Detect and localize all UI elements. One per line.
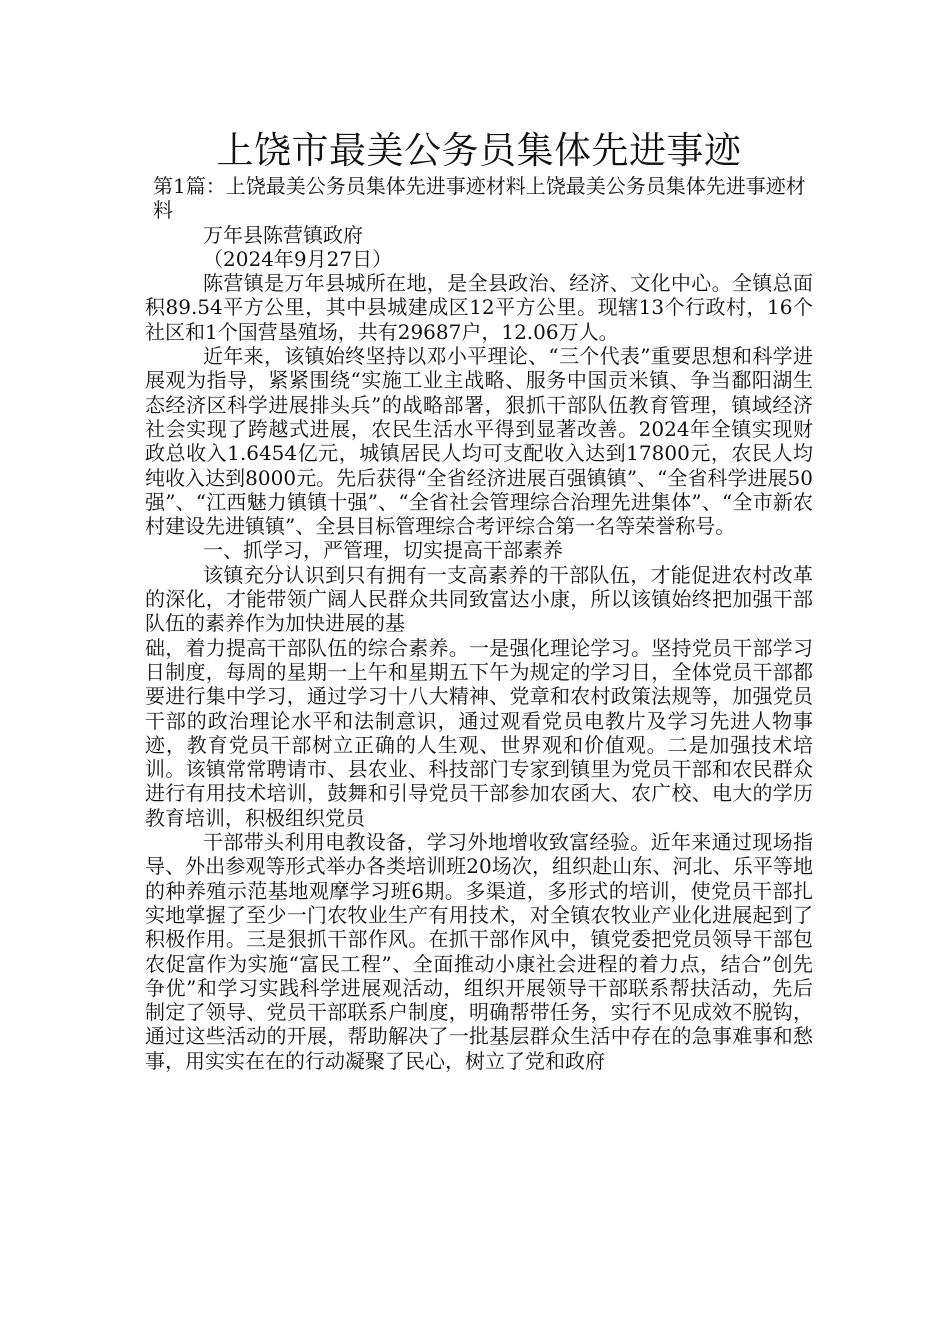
- paragraph-achievements: 近年来，该镇始终坚持以邓小平理论、“三个代表”重要思想和科学进展观为指导，紧紧围绕“实施工业主战略、服务中国贡米镇、争当鄱阳湖生态经济区科学进展排头兵”的战略部署，狠抓干部队伍教育管理，镇域经济社会实现了跨越式进展，农民生活水平得到显著改善。2024年全镇实现财政总收入1.6454亿元，城镇居民人均可支配收入达到17800元，农民人均纯收入达到8000元。先后获得“全省经济进展百强镇镇”、“全省科学进展50强”、“江西魅力镇镇十强”、“全省社会管理综合治理先进集体”、“全市新农村建设先进镇镇”、全县目标管理综合考评综合第一名等荣誉称号。: [145, 344, 813, 539]
- date-line: （2024年9月27日）: [203, 246, 393, 271]
- paragraph-training: 础，着力提高干部队伍的综合素养。一是强化理论学习。坚持党员干部学习日制度，每周的星期一上午和星期五下午为规定的学习日，全体党员干部都要进行集中学习，通过学习十八大精神、党章和农村政策法规等，加强党员干部的政治理论水平和法制意识，通过观看党员电教片及学习先进人物事迹，教育党员干部树立正确的人生观、世界观和价值观。二是加强技术培训。该镇常常聘请市、县农业、科技部门专家到镇里为党员干部和农民群众进行有用技术培训，鼓舞和引导党员干部参加农函大、农广校、电大的学历教育培训，积极组织党员: [145, 635, 813, 830]
- paragraph-intro: 陈营镇是万年县城所在地，是全县政治、经济、文化中心。全镇总面积89.54平方公里，其中县城建成区12平方公里。现辖13个行政村，16个社区和1个国营垦殖场，共有29687户，12.06万人。: [145, 271, 813, 344]
- document-title: 上饶市最美公务员集体先进事迹: [216, 129, 742, 172]
- document-subtitle: 第1篇：上饶最美公务员集体先进事迹材料上饶最美公务员集体先进事迹材料: [153, 174, 806, 223]
- paragraph-work-style: 干部带头利用电教设备，学习外地增收致富经验。近年来通过现场指导、外出参观等形式举办各类培训班20场次，组织赴山东、河北、乐平等地的种养殖示范基地观摩学习班6期。多渠道，多形式的培训，使党员干部扎实地掌握了至少一门农牧业生产有用技术，对全镇农牧业产业化进展起到了积极作用。三是狠抓干部作风。在抓干部作风中，镇党委把党员领导干部包农促富作为实施“富民工程”、全面推动小康社会进程的着力点，结合”创先争优”和学习实践科学进展观活动，组织开展领导干部联系帮扶活动，先后制定了领导、党员干部联系户制度，明确帮带任务，实行不见成效不脱钩，通过这些活动的开展，帮助解决了一批基层群众生活中存在的急事难事和愁事，用实实在在的行动凝聚了民心，树立了党和政府: [145, 830, 813, 1073]
- author-line: 万年县陈营镇政府: [203, 222, 363, 247]
- document-page: [145, 128, 813, 1073]
- section-heading: 一、抓学习，严管理，切实提高干部素养: [203, 538, 563, 563]
- paragraph-quality: 该镇充分认识到只有拥有一支高素养的干部队伍，才能促进农村改革的深化，才能带领广阔人民群众共同致富达小康，所以该镇始终把加强干部队伍的素养作为加快进展的基: [145, 562, 813, 636]
